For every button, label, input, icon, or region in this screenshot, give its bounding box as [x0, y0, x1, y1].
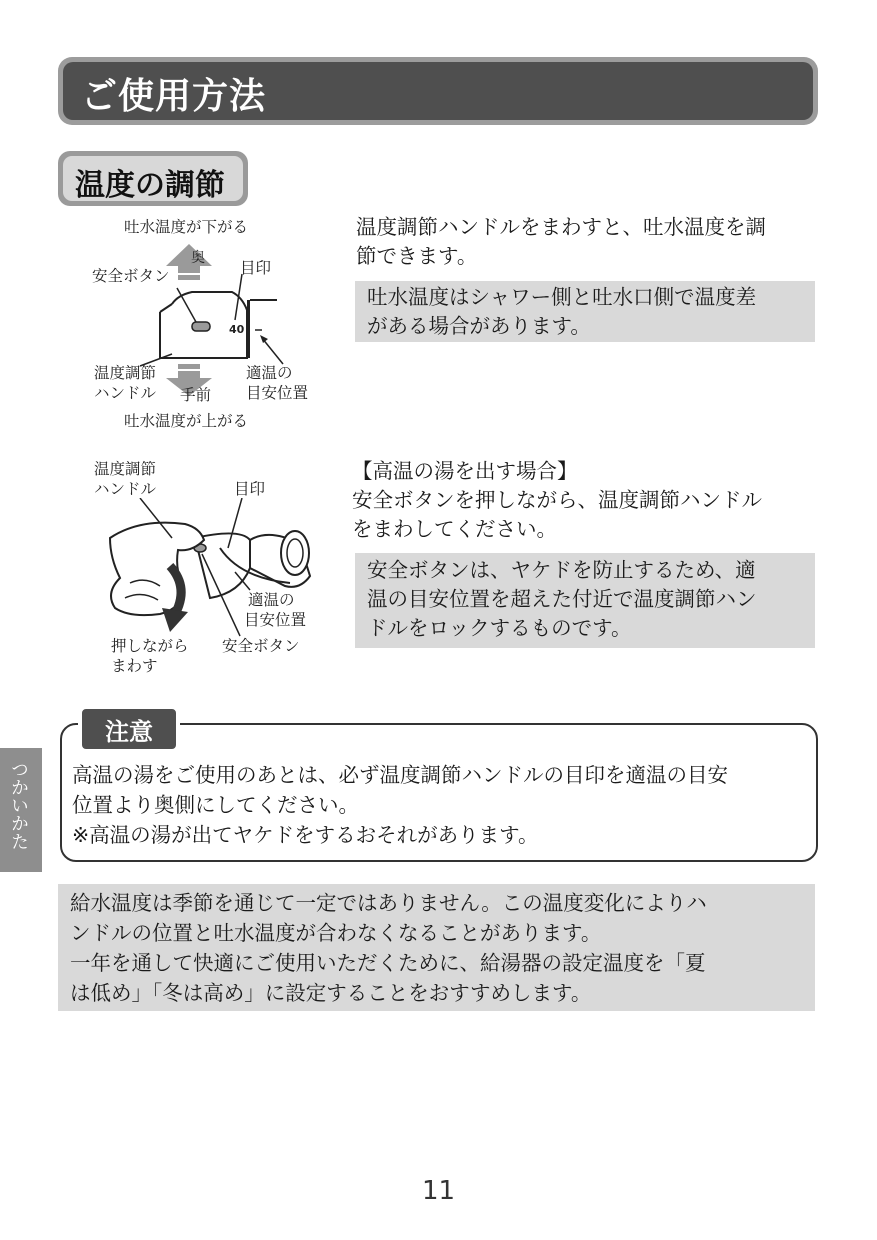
- page-title: ご使用方法: [81, 76, 267, 117]
- dial-value: 40: [229, 323, 245, 336]
- caution-line-3: ※高温の湯が出てヤケドをするおそれがあります。: [72, 823, 539, 847]
- caution-text: [72, 760, 817, 850]
- label-handle-1a: 温度調節: [94, 364, 157, 382]
- side-index-tab[interactable]: [0, 748, 42, 872]
- instruction-2-heading: 【高温の湯を出す場合】: [352, 459, 578, 483]
- label-proper-temp-2a: 適温の: [248, 591, 295, 609]
- label-safety-button-1: 安全ボタン: [92, 267, 170, 285]
- proper-temp-arrowhead: [260, 335, 268, 343]
- bottom-note-line-3: 一年を通して快適にご使用いただくために、給湯器の設定温度を「夏: [70, 951, 706, 975]
- label-proper-temp-1a: 適温の: [246, 364, 293, 382]
- caution-tag-label: 注意: [105, 718, 153, 746]
- caution-line-1: 高温の湯をご使用のあとは、必ず温度調節ハンドルの目印を適温の目安: [72, 763, 728, 787]
- label-mark-2: 目印: [234, 480, 266, 498]
- proper-temp-leader: [262, 338, 283, 364]
- label-handle-2b: ハンドル: [94, 480, 157, 498]
- section-heading: [58, 151, 248, 206]
- label-front: 手前: [180, 386, 212, 404]
- faucet-outlet-inner: [287, 539, 303, 567]
- page-number: 11: [421, 1176, 456, 1206]
- label-handle-1b: ハンドル: [94, 384, 157, 402]
- handle-cylinder: [195, 533, 250, 598]
- header-banner-inner: [63, 62, 813, 120]
- safety-button-shape: [192, 322, 210, 331]
- note-2-line-2: 温の目安位置を超えた付近で温度調節ハン: [367, 587, 757, 611]
- caution-line-2: 位置より奥側にしてください。: [72, 793, 359, 817]
- instruction-2-line-1: 安全ボタンを押しながら、温度調節ハンドル: [352, 488, 762, 512]
- label-proper-temp-1b: 目安位置: [246, 384, 309, 402]
- instruction-2: [352, 457, 822, 544]
- bottom-note-line-1: 給水温度は季節を通じて一定ではありません。この温度変化によりハ: [70, 891, 707, 915]
- note-1-line-1: 吐水温度はシャワー側と吐水口側で温度差: [367, 285, 757, 309]
- instruction-2-line-2: をまわしてください。: [352, 517, 557, 541]
- side-index-tab-label: つかいかた: [8, 760, 29, 850]
- label-handle-2a: 温度調節: [94, 460, 157, 478]
- label-proper-temp-2b: 目安位置: [244, 611, 307, 629]
- instruction-1-line-2: 節できます。: [356, 244, 478, 268]
- label-temp-down: 吐水温度が下がる: [124, 218, 249, 236]
- section-heading-inner: [63, 156, 243, 201]
- note-2-line-1: 安全ボタンは、ヤケドを防止するため、適: [367, 558, 756, 582]
- note-2-line-3: ドルをロックするものです。: [367, 616, 632, 640]
- bottom-note-line-4: は低め」「冬は高め」に設定することをおすすめします。: [70, 981, 592, 1005]
- instruction-1-line-1: 温度調節ハンドルをまわすと、吐水温度を調: [356, 215, 766, 239]
- label-mark-1: 目印: [240, 259, 272, 277]
- label-safety-button-2: 安全ボタン: [222, 637, 300, 655]
- note-box-1: [355, 281, 815, 342]
- bottom-note-line-2: ンドルの位置と吐水温度が合わなくなることがあります。: [70, 921, 602, 945]
- label-back: 奥: [191, 250, 205, 266]
- hand-outline: [110, 523, 204, 616]
- dial-band: [247, 300, 250, 358]
- note-1-line-2: がある場合があります。: [367, 314, 591, 338]
- label-push-turn-b: まわす: [111, 657, 158, 675]
- bottom-note-box: [58, 884, 815, 1011]
- rotation-arrow-icon: [162, 608, 188, 632]
- label-temp-up: 吐水温度が上がる: [124, 412, 249, 430]
- label-push-turn-a: 押しながら: [111, 637, 189, 655]
- note-box-2: [355, 553, 815, 648]
- section-title: 温度の調節: [75, 168, 225, 203]
- instruction-1: [356, 213, 821, 271]
- caution-tag: [78, 705, 180, 753]
- header-banner: [58, 57, 818, 125]
